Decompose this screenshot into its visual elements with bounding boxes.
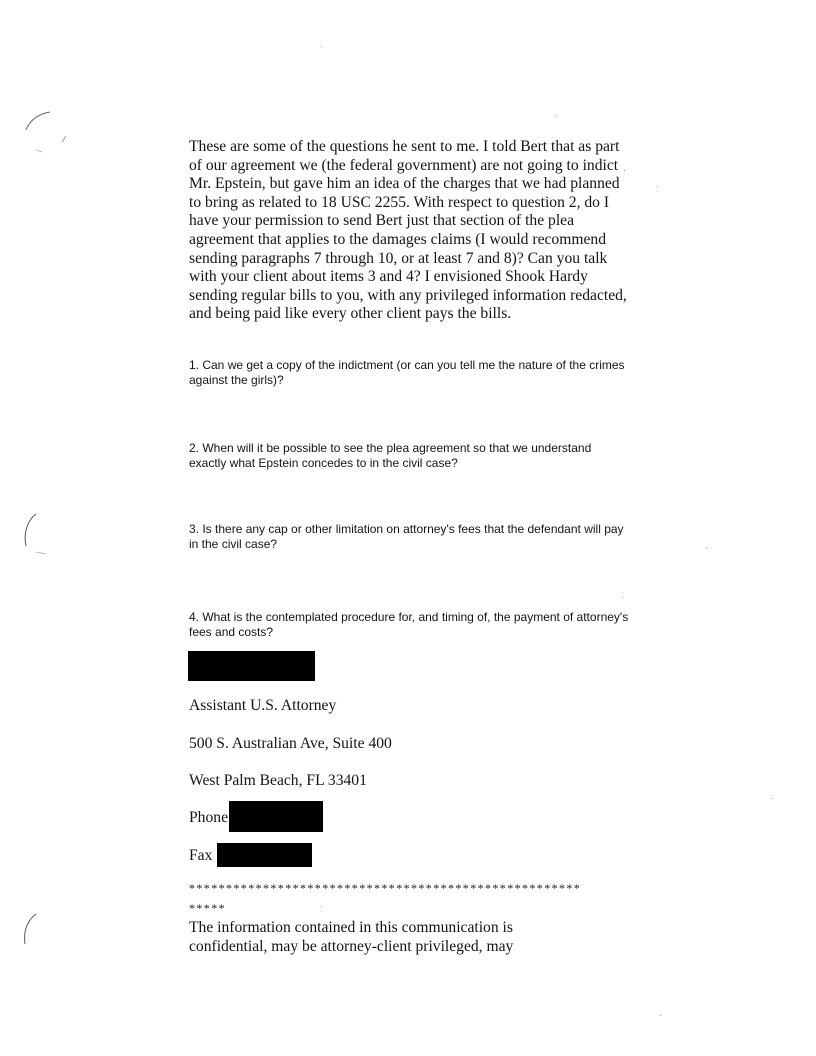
scan-speck <box>556 116 557 117</box>
confidentiality-disclaimer: The information contained in this communication is confidential, may be attorney-client privileged, may <box>189 919 514 955</box>
redacted-name-block <box>188 651 315 681</box>
scan-speck <box>772 798 773 799</box>
scan-speck <box>321 906 322 907</box>
redacted-phone-block <box>229 801 323 832</box>
signature-city: West Palm Beach, FL 33401 <box>189 772 367 789</box>
separator-stars: ***************************************************** <box>189 881 582 895</box>
question-2: 2. When will it be possible to see the plea agreement so that we understand exactly what Epstein concedes to in the civil case? <box>189 441 592 470</box>
scan-speck <box>706 548 707 549</box>
scan-mark-top <box>22 108 72 158</box>
redacted-fax-block <box>217 843 312 867</box>
signature-fax-label: Fax <box>189 847 213 864</box>
question-3: 3. Is there any cap or other limitation on attorney's fees that the defendant will pay in the civil case? <box>189 522 624 551</box>
separator-stars-continued: ***** <box>189 901 226 915</box>
scan-speck <box>321 46 322 47</box>
scan-mark-middle <box>18 510 58 560</box>
scan-speck <box>657 186 658 187</box>
question-1: 1. Can we get a copy of the indictment (or can you tell me the nature of the crimes against the girls)? <box>189 358 625 387</box>
scan-speck <box>660 1015 661 1016</box>
signature-address: 500 S. Australian Ave, Suite 400 <box>189 735 392 752</box>
signature-phone-label: Phone <box>189 809 228 826</box>
scan-speck <box>622 597 623 598</box>
signature-title: Assistant U.S. Attorney <box>189 697 337 714</box>
body-paragraph: These are some of the questions he sent to me. I told Bert that as part of our agreement we (the federal government) are not going to indict Mr. Epstein, but gave him an idea of the charges that we had planned to bring as related to 18 USC 2255. With respect to question 2, do I have your permission to send Bert just that section of the plea agreement that applies to the damages claims (I would recommend sending paragraphs 7 through 10, or at least 7 and 8)? Can you talk with your client about items 3 and 4? I envisioned Shook Hardy sending regular bills to you, with any privileged information redacted, and being paid like every other client pays the bills. <box>189 138 627 323</box>
scan-mark-bottom <box>16 910 56 950</box>
question-4: 4. What is the contemplated procedure for, and timing of, the payment of attorney's fees and costs? <box>189 610 629 639</box>
